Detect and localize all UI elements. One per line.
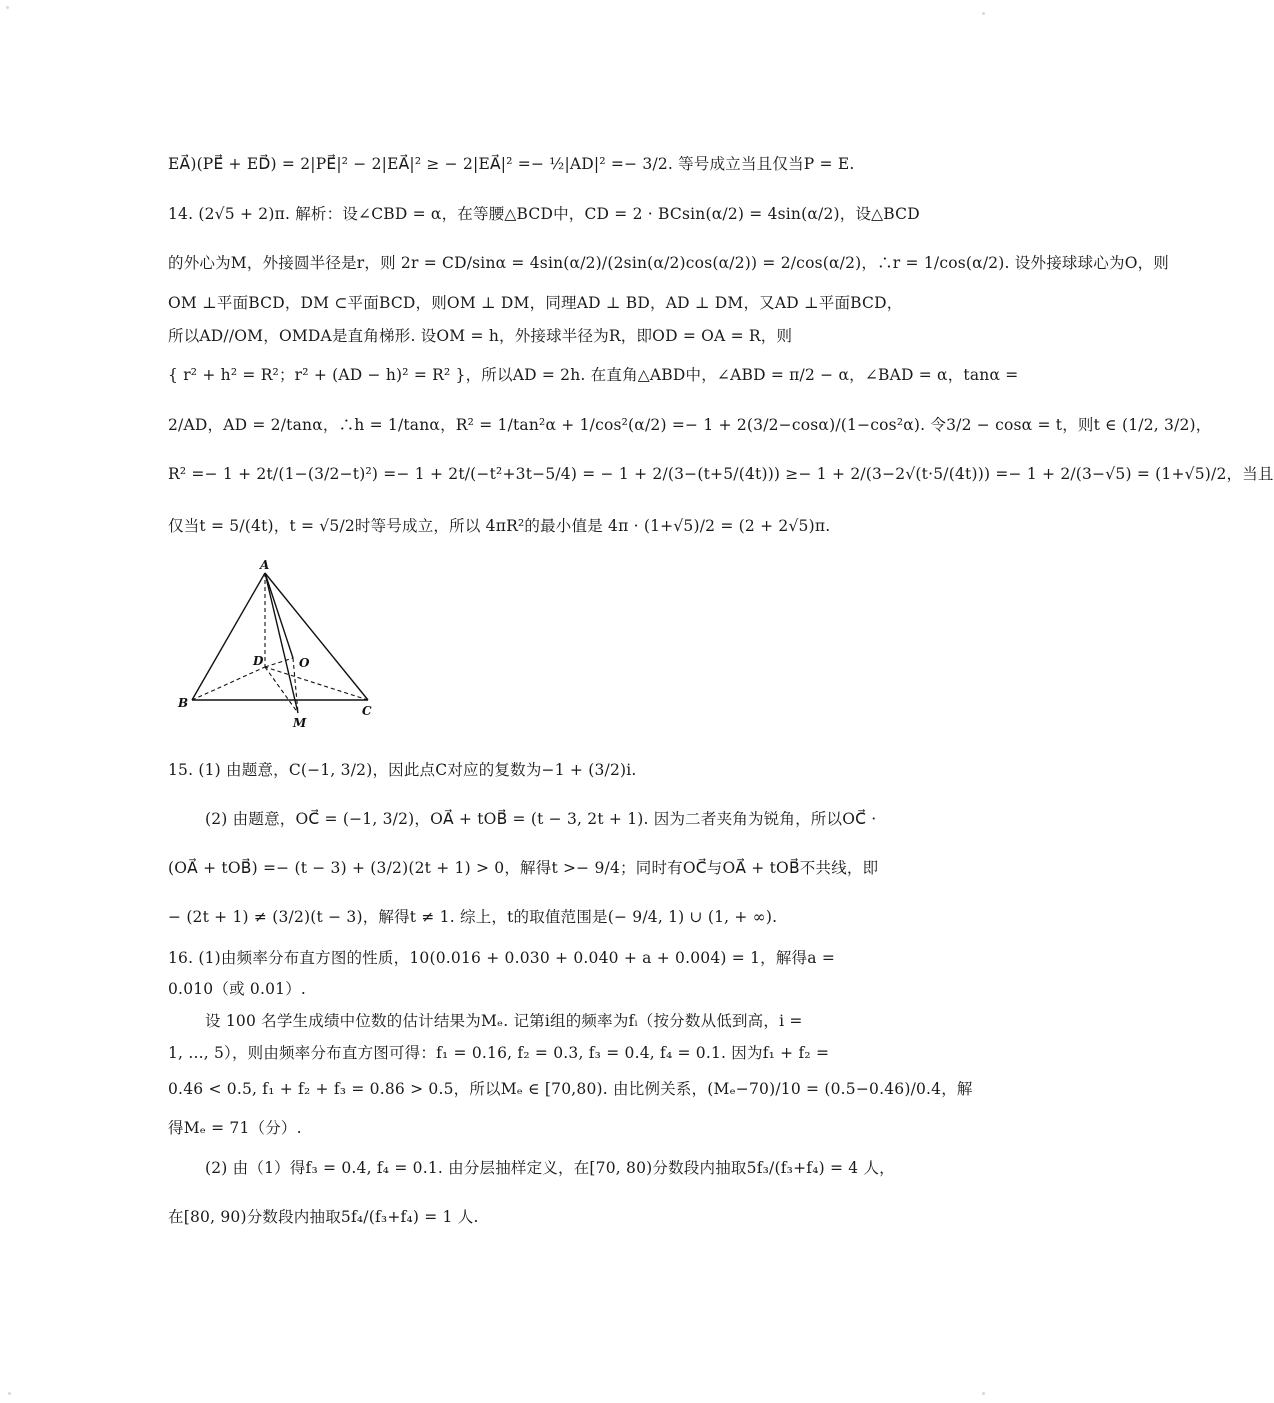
edge-BD [192, 667, 265, 700]
text-line: 0.010（或 0.01）. [168, 980, 307, 998]
corner-mark-top-right [982, 12, 985, 15]
problem-15-line: 15. (1) 由题意，C(−1, 3/2)，因此点C对应的复数为−1 + (3/2)i. [168, 761, 637, 779]
corner-mark-bottom-right [982, 1392, 985, 1395]
text-line: { r² + h² = R²；r² + (AD − h)² = R² }，所以AD = 2h. 在直角△ABD中，∠ABD = π/2 − α，∠BAD = α，tanα = [168, 366, 1019, 384]
problem-16-line: 16. (1)由频率分布直方图的性质，10(0.016 + 0.030 + 0.040 + a + 0.004) = 1，解得a = [168, 949, 836, 967]
corner-mark-top-left [6, 6, 9, 9]
edge-AO [265, 573, 293, 658]
text-line: 设 100 名学生成绩中位数的估计结果为Mₑ. 记第i组的频率为fᵢ（按分数从低到高，i = [205, 1012, 803, 1030]
edge-CD [265, 667, 368, 700]
label-A: A [260, 558, 270, 572]
text-line: 所以AD//OM，OMDA是直角梯形. 设OM = h，外接球半径为R，即OD = OA = R，则 [168, 327, 793, 345]
label-B: B [178, 696, 189, 710]
text-line: 2/AD，AD = 2/tanα，∴h = 1/tanα，R² = 1/tan²α + 1/cos²(α/2) =− 1 + 2(3/2−cosα)/(1−cos²α). 令3/2 − cosα = t，则t ∈ (1/2, 3/2)， [168, 416, 1212, 434]
problem-14-line: 14. (2√5 + 2)π. 解析：设∠CBD = α，在等腰△BCD中，CD = 2 · BCsin(α/2) = 4sin(α/2)，设△BCD [168, 205, 920, 223]
text-line: 仅当t = 5/(4t)，t = √5/2时等号成立，所以 4πR²的最小值是 4π · (1+√5)/2 = (2 + 2√5)π. [168, 517, 831, 535]
corner-mark-bottom-left [8, 1392, 11, 1395]
label-O: O [299, 656, 310, 670]
text-line: (OA⃗ + tOB⃗) =− (t − 3) + (3/2)(2t + 1) > 0，解得t >− 9/4；同时有OC⃗与OA⃗ + tOB⃗不共线，即 [168, 859, 879, 877]
text-line: EA⃗)(PE⃗ + ED⃗) = 2|PE⃗|² − 2|EA⃗|² ≥ − 2|EA⃗|² =− ½|AD|² =− 3/2. 等号成立当且仅当P = E. [168, 155, 855, 173]
text-line: R² =− 1 + 2t/(1−(3/2−t)²) =− 1 + 2t/(−t²+3t−5/4) = − 1 + 2/(3−(t+5/(4t))) ≥− 1 + 2/(3−2√(t·5/(4t))) =− 1 + 2/(3−√5) = (1+√5)/2，当且 [168, 465, 1274, 483]
label-M: M [293, 716, 307, 730]
text-line: − (2t + 1) ≠ (3/2)(t − 3)，解得t ≠ 1. 综上，t的取值范围是(− 9/4, 1) ∪ (1, + ∞). [168, 908, 778, 926]
text-line: 0.46 < 0.5, f₁ + f₂ + f₃ = 0.86 > 0.5，所以Mₑ ∈ [70,80). 由比例关系，(Mₑ−70)/10 = (0.5−0.46)/0.4，解 [168, 1080, 973, 1098]
edge-AB [192, 573, 265, 700]
text-line: 1, ..., 5），则由频率分布直方图可得：f₁ = 0.16, f₂ = 0.3, f₃ = 0.4, f₄ = 0.1. 因为f₁ + f₂ = [168, 1044, 830, 1062]
tetrahedron-figure [170, 555, 390, 735]
label-C: C [362, 704, 372, 718]
text-line: 在[80, 90)分数段内抽取5f₄/(f₃+f₄) = 1 人. [168, 1208, 479, 1226]
text-line: (2) 由（1）得f₃ = 0.4, f₄ = 0.1. 由分层抽样定义，在[70, 80)分数段内抽取5f₃/(f₃+f₄) = 4 人， [205, 1159, 895, 1177]
text-line: (2) 由题意，OC⃗ = (−1, 3/2)，OA⃗ + tOB⃗ = (t − 3, 2t + 1). 因为二者夹角为锐角，所以OC⃗ · [205, 810, 877, 828]
edge-DO [265, 658, 293, 667]
text-line: 的外心为M，外接圆半径是r，则 2r = CD/sinα = 4sin(α/2)/(2sin(α/2)cos(α/2)) = 2/cos(α/2)，∴r = 1/cos(α/2). 设外接球球心为O，则 [168, 254, 1170, 272]
text-line: 得Mₑ = 71（分）. [168, 1119, 302, 1137]
label-D: D [253, 654, 264, 668]
text-line: OM ⊥平面BCD，DM ⊂平面BCD，则OM ⊥ DM，同理AD ⊥ BD，AD ⊥ DM，又AD ⊥平面BCD， [168, 294, 903, 312]
